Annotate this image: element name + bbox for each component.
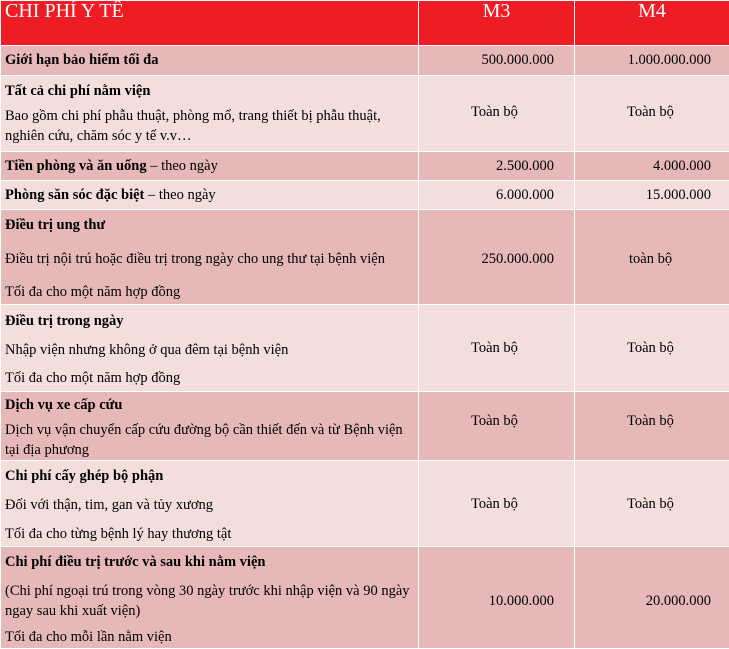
row-label-cell: [1, 547, 419, 649]
header-m3: M3: [483, 0, 511, 22]
m4-value: 20.000.000: [575, 547, 729, 611]
m3-cell: [419, 46, 575, 76]
row-title: Phòng săn sóc đặc biệt: [5, 187, 144, 203]
m4-value: 4.000.000: [575, 152, 729, 176]
m3-value: 6.000.000: [419, 181, 574, 205]
m4-cell: [575, 210, 729, 305]
m4-value: 15.000.000: [575, 181, 729, 205]
m4-value: Toàn bộ: [575, 392, 729, 431]
m4-value: Toàn bộ: [575, 76, 729, 122]
m3-value: 10.000.000: [419, 547, 574, 611]
row-title-line: [1, 181, 418, 205]
row-note: Tối đa cho một năm hợp đồng: [1, 269, 418, 302]
header-title: CHI PHÍ Y TẾ: [1, 0, 124, 22]
m4-cell: [575, 181, 729, 210]
row-description: Dịch vụ vận chuyển cấp cứu đường bộ cần thiết đến và từ Bệnh viện tại địa phương: [1, 415, 418, 460]
row-description: Điều trị nội trú hoặc điều trị trong ngày cho ung thư tại bệnh viện: [1, 235, 418, 269]
m3-value: 500.000.000: [419, 46, 574, 70]
m3-value: 250.000.000: [419, 210, 574, 269]
m4-cell: [575, 46, 729, 76]
row-label-cell: [1, 392, 419, 461]
row-note: Tối đa cho mỗi lần nằm viện: [1, 621, 418, 647]
m4-cell: [575, 152, 729, 181]
row-description: (Chi phí ngoại trú trong vòng 30 ngày trước khi nhập viện và 90 ngày ngay sau khi xuất viện): [1, 572, 418, 621]
row-description: Đối với thận, tim, gan và tủy xương: [1, 486, 418, 515]
table-row: [1, 210, 729, 305]
m4-cell: [575, 461, 729, 547]
row-note: Tối đa cho từng bệnh lý hay thương tật: [1, 515, 418, 544]
row-note: Tối đa cho một năm hợp đồng: [1, 360, 418, 388]
row-title: Chi phí điều trị trước và sau khi nằm viện: [1, 547, 418, 572]
table-row: [1, 305, 729, 392]
row-label-cell: [1, 461, 419, 547]
m4-cell: [575, 76, 729, 152]
header-m3-cell: [419, 1, 575, 46]
table-row: [1, 461, 729, 547]
row-label-cell: [1, 46, 419, 76]
row-title: Tiền phòng và ăn uống: [5, 158, 147, 174]
row-label-cell: [1, 181, 419, 210]
header-title-cell: [1, 1, 419, 46]
m3-cell: [419, 181, 575, 210]
m4-value: Toàn bộ: [575, 461, 729, 514]
m4-cell: [575, 392, 729, 461]
row-label-cell: [1, 152, 419, 181]
m3-value: 2.500.000: [419, 152, 574, 176]
m3-cell: [419, 152, 575, 181]
table-row: [1, 392, 729, 461]
m4-cell: [575, 305, 729, 392]
table-row: [1, 152, 729, 181]
m3-value: Toàn bộ: [419, 392, 574, 431]
header-m4-cell: [575, 1, 729, 46]
m3-cell: [419, 547, 575, 649]
row-title-line: [1, 152, 418, 176]
m3-value: Toàn bộ: [419, 461, 574, 514]
row-suffix: – theo ngày: [148, 187, 216, 203]
row-description: Bao gồm chi phí phẫu thuật, phòng mổ, trang thiết bị phẫu thuật, nghiên cứu, chăm sóc y tế v.v…: [1, 101, 418, 146]
table-row: [1, 181, 729, 210]
m4-value: 1.000.000.000: [575, 46, 729, 70]
row-label-cell: [1, 210, 419, 305]
row-description: Nhập viện nhưng không ở qua đêm tại bệnh viện: [1, 331, 418, 360]
m3-cell: [419, 76, 575, 152]
row-title: Chi phí cấy ghép bộ phận: [1, 461, 418, 486]
header-m4: M4: [638, 0, 666, 22]
m3-value: Toàn bộ: [419, 305, 574, 358]
row-title: Điều trị ung thư: [1, 210, 418, 235]
m3-cell: [419, 392, 575, 461]
row-suffix: – theo ngày: [150, 158, 218, 174]
m3-cell: [419, 461, 575, 547]
m4-cell: [575, 547, 729, 649]
m3-value: Toàn bộ: [419, 76, 574, 122]
row-label-cell: [1, 76, 419, 152]
m3-cell: [419, 210, 575, 305]
table-row: [1, 76, 729, 152]
header-row: [1, 1, 729, 46]
row-title: Điều trị trong ngày: [1, 305, 418, 331]
row-title: Giới hạn bảo hiểm tối đa: [1, 46, 418, 70]
row-title: Dịch vụ xe cấp cứu: [1, 392, 418, 415]
m4-value: Toàn bộ: [575, 305, 729, 358]
table-row: [1, 46, 729, 76]
table-row: [1, 547, 729, 649]
row-label-cell: [1, 305, 419, 392]
m3-cell: [419, 305, 575, 392]
m4-value: toàn bộ: [575, 210, 729, 269]
row-title: Tất cả chi phí nằm viện: [1, 76, 418, 101]
